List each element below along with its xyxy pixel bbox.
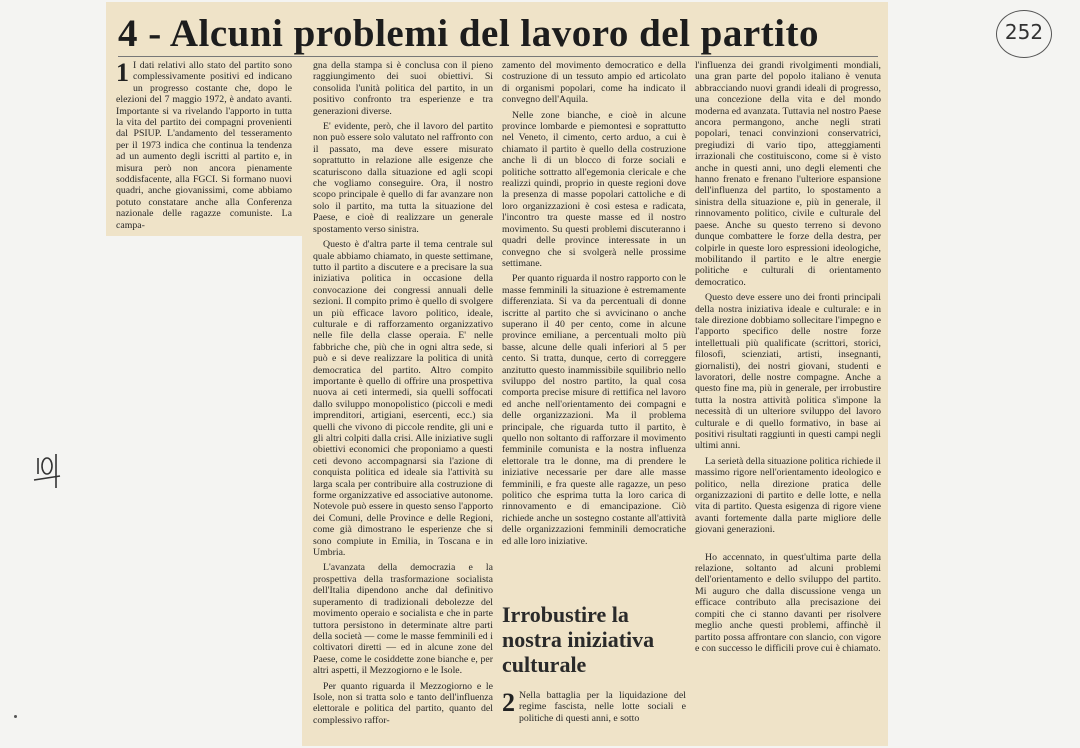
scan-speck (14, 715, 17, 718)
column-paragraph: La serietà della situazione politica richiede il massimo rigore nell'orientamento ideologico e politico, nella direzione pratica delle organizzazioni di partito e delle lotte, e nella vita di partito. Questa esigenza di rigore viene avanti fortemente dalla parte migliore delle giovani generazioni. (695, 455, 881, 536)
title-rule (118, 56, 878, 57)
column-paragraph: gna della stampa si è conclusa con il pieno raggiungimento dei suoi obiettivi. Si consolida l'unità politica del partito, in un positivo confronto tra esperienze e tra generazioni diverse. (313, 60, 493, 117)
column-paragraph: Questo è d'altra parte il tema centrale sul quale abbiamo chiamato, in queste settimane, tutto il partito a discutere e a precisare la sua iniziativa politica in occasione della convocazione dei congressi annuali delle sezioni. Il compito primo è quello di svolgere un più efficace lavoro politico, ideale, culturale e di rafforzamento organizzativo nelle file della classe operaia. E' nelle fabbriche che, più che in ogni altra sede, si può e si deve realizzare la politica di unità democratica del partito. Altro compito importante è quello di offrire una prospettiva nuova ai ceti intermedi, sia quelli soffocati dallo sviluppo monopolistico (piccoli e medi imprenditori, artigiani, esercenti, ecc.) sia quelli che vivono di piccole rendite, gli uni e gli altri colpiti dalla crisi. Alle iniziative sugli obiettivi economici che proponiamo a questi ceti devono accompagnarsi sia l'azione di conquista politica ed ideale sia l'attività su larga scala per contribuire alla costruzione di forme organizzative ed associative autonome. Notevole può essere in questo senso l'apporto dei Comuni, delle Province e delle Regioni, come già dimostrano le esperienze che si sono compiute in Emilia, in Toscana e in Umbria. (313, 239, 493, 559)
column-paragraph: Questo deve essere uno dei fronti principali della nostra iniziativa ideale e culturale: e in tale direzione dobbiamo sollecitare l'impegno e l'apporto specifico delle nostre forze intellettuali più qualificate (scrittori, storici, filosofi, scienziati, artisti, insegnanti, giornalisti), dei nostri giovani, studenti e lavoratori, delle nostre compagne. Anche a questo fine ma, più in generale, per irrobustire tutta la nostra attività politica s'impone la necessità di un ulteriore sviluppo del lavoro culturale e di quello formativo, in base ai positivi risultati raggiunti in questi campi negli ultimi anni. (695, 292, 881, 452)
column-paragraph: Nelle zone bianche, e cioè in alcune province lombarde e piemontesi e soprattutto nel Veneto, il cimento, certo arduo, a cui è chiamato il partito è quello della costruzione anche lì di un blocco di forze sociali e politiche sottratto all'egemonia clericale e che realizzi quindi, proprio in queste regioni dove la presenza di masse popolari cattoliche e di loro organizzazioni è così estesa e radicata, l'incontro tra queste masse ed il nostro movimento. Su questi problemi discuteranno i quadri delle province interessate in un convegno che si svolgerà nelle prossime settimane. (502, 109, 686, 269)
column-paragraph: Ho accennato, in quest'ultima parte della relazione, soltanto ad alcuni problemi dell'orientamento e dello sviluppo del partito. Mi auguro che dalla discussione venga un efficace contributo alla precisazione dei compiti che ci stanno davanti per risolvere meglio anche questi problemi, affinchè il partito possa affrontare con slancio, con vigore e con successo le difficili prove cui è chiamato. (695, 551, 881, 654)
column-1-text: I dati relativi allo stato del partito sono complessivamente positivi ed indicano un progresso costante che, dopo le elezioni del 7 maggio 1972, è andato avanti. Importante si va rivelando l'apporto in tutta la vita del partito dei compagni provenienti dal PSIUP. L'andamento del tesseramento per il 1973 indica che continua la tendenza ad un aumento degli iscritti al partito e, in misura però non ancora pienamente soddisfacente, alla FGCI. Si formano nuovi quadri, anche giovanissimi, come abbiamo potuto constatare anche alla Conferenza nazionale delle ragazze comuniste. La campa- (116, 60, 292, 231)
handwritten-margin-note (30, 452, 66, 492)
article-title: 4 - Alcuni problemi del lavoro del partito (118, 12, 819, 55)
section-1-number: 1 (116, 60, 129, 87)
article-column-2 (313, 60, 493, 744)
article-column-1 (116, 60, 292, 232)
section-2-text: Nella battaglia per la liquidazione del regime fascista, nelle lotte sociali e politiche di questi anni, e sotto (519, 690, 686, 724)
clipping-cut-area (106, 236, 302, 748)
column-paragraph: l'influenza dei grandi rivolgimenti mondiali, una gran parte del popolo italiano è venuta abbracciando nuovi grandi ideali di progresso, una concezione della vita e del mondo moderna ed avanzata. Tuttavia nel nostro Paese ancora permangono, anche negli strati popolari, tenaci convinzioni conservatrici, pregiudizi di vario tipo, atteggiamenti irrazionali che costituiscono, come si è visto anche in questi anni, uno degli elementi che hanno frenato e frenano l'ulteriore espansione dell'influenza del partito, lo spostamento a sinistra della situazione e, più in generale, il rinnovamento politico, civile e culturale del paese. Anche su questo terreno si devono dunque combattere le forze della destra, per colpirle in queste loro espressioni ideologiche, mobilitando il partito e le altre energie politiche e culturali di orientamento democratico. (695, 60, 881, 288)
section-subheading: Irrobustire la nostra iniziativa culturale (502, 602, 655, 677)
section-2-number: 2 (502, 688, 515, 717)
page-number-text: 252 (1004, 20, 1044, 44)
article-column-3 (502, 60, 686, 590)
column-1-paragraph (116, 60, 292, 231)
column-paragraph: L'avanzata della democrazia e la prospettiva della trasformazione socialista dell'Italia dipendono anche dal definitivo superamento di tradizionali debolezze del movimento operaio e socialista e che in parte tuttora persistono in determinate altre parti della società — come le masse femminili ed i coltivatori diretti — ed in alcune zone del Paese, come le cosiddette zone bianche e, per altri aspetti, il Mezzogiorno e le Isole. (313, 562, 493, 677)
column-paragraph: zamento del movimento democratico e della costruzione di un tessuto ampio ed articolato di organismi popolari, come ha indicato il convegno dell'Aquila. (502, 60, 686, 106)
column-paragraph: E' evidente, però, che il lavoro del partito non può essere solo valutato nel raffronto con il passato, ma deve essere misurato soprattutto in relazione alle esigenze che scaturiscono dalla situazione ed agli scopi che vogliamo conseguire. Ora, il nostro scopo principale è quello di far avanzare non solo il partito, ma tutta la situazione del Paese, e cioè di realizzare un generale spostamento verso sinistra. (313, 121, 493, 235)
section-2-intro (502, 690, 686, 724)
column-paragraph: Per quanto riguarda il Mezzogiorno e le Isole, non si tratta solo e tanto dell'influenza elettorale e politica del partito, quanto del complessivo raffor- (313, 680, 493, 726)
column-paragraph: Per quanto riguarda il nostro rapporto con le masse femminili la situazione è estremamente differenziata. Si va da percentuali di donne iscritte al partito che si avvicinano o anche superano il 40 per cento, come in alcune province emiliane, a percentuali molto più basse, alcune delle quali inferiori al 5 per cento. Si tratta, dunque, certo di correggere anzitutto questo inammissibile squilibrio nello sviluppo del nostro partito, la qual cosa comporta precise misure di rettifica nel lavoro ed anche nell'orientamento dei compagni e delle organizzazioni. Ma il problema principale, che riguarda tutto il partito, è quello non soltanto di rafforzare il movimento femminile comunista e la nostra influenza elettorale tra le donne, ma di prendere le iniziative necessarie per dare alle masse femminili, e fra queste alle ragazze, un peso politico che esprima tutta la loro carica di rinnovamento e di emancipazione. Ciò richiede anche un sostegno costante all'attività delle organizzazioni femminili democratiche ed alle loro iniziative. (502, 273, 686, 547)
article-column-4 (695, 60, 881, 738)
